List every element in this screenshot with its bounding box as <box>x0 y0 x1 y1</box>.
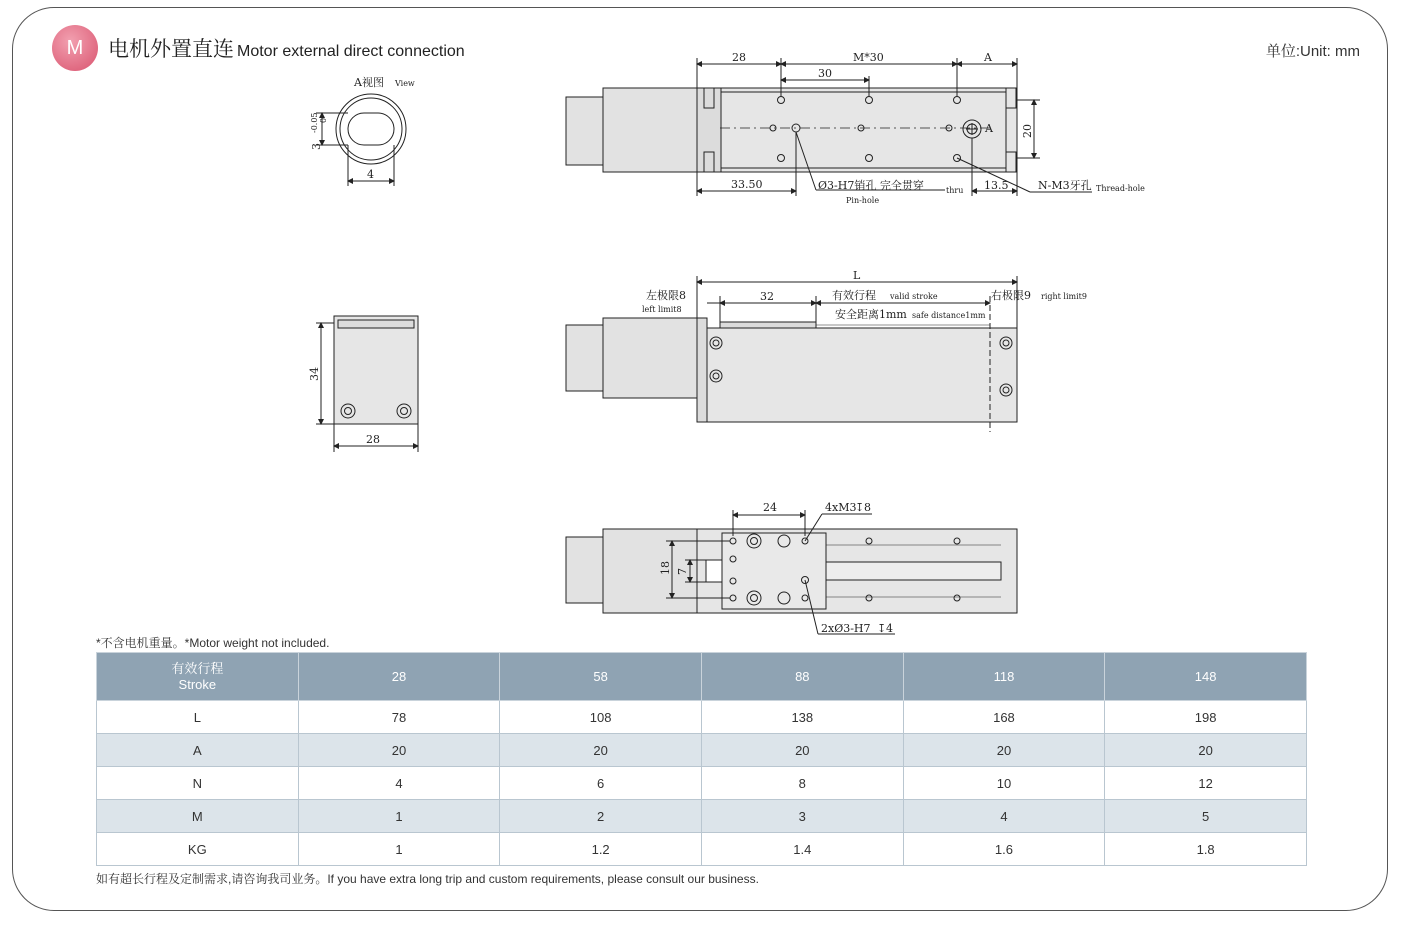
dim-a: A <box>984 51 992 64</box>
footer-note: 如有超长行程及定制需求,请咨询我司业务。If you have extra long trip and custom requirements, please consult our business. <box>96 872 759 886</box>
right-limit-label: 右极限9 <box>991 289 1031 302</box>
table-cell: 168 <box>903 701 1105 734</box>
table-row <box>97 767 1307 800</box>
table-header-cell: 118 <box>903 653 1105 701</box>
left-limit-en: left limit8 <box>642 305 682 314</box>
pin-hole-en: Pin-hole <box>846 196 880 205</box>
section-badge: M <box>52 25 98 71</box>
dim-4xm3-depth: 8 <box>864 501 871 514</box>
dim-28-side: 28 <box>366 433 380 446</box>
table-cell: 2 <box>500 800 702 833</box>
row-label: N <box>97 767 299 800</box>
row-label: M <box>97 800 299 833</box>
table-cell: 3 <box>701 800 903 833</box>
table-cell: 1.4 <box>701 833 903 866</box>
table-cell: 8 <box>701 767 903 800</box>
view-a-tolerance-2: 0 <box>319 117 328 123</box>
table-cell: 138 <box>701 701 903 734</box>
view-a-dim-height: 3 <box>310 143 323 150</box>
thread-hole-en: Thread-hole <box>1096 184 1145 193</box>
table-cell: 5 <box>1105 800 1307 833</box>
table-cell: 198 <box>1105 701 1307 734</box>
table-cell: 1.2 <box>500 833 702 866</box>
pin-hole-thru: thru <box>946 186 964 195</box>
dim-32: 32 <box>760 290 774 303</box>
valid-stroke-en: valid stroke <box>890 292 938 301</box>
table-cell: 6 <box>500 767 702 800</box>
table-cell: 20 <box>903 734 1105 767</box>
dim-13-5: 13.5 <box>984 179 1009 192</box>
table-cell: 20 <box>1105 734 1307 767</box>
table-cell: 4 <box>903 800 1105 833</box>
bottom-view <box>566 510 1017 634</box>
table-cell: 20 <box>701 734 903 767</box>
table-row <box>97 701 1307 734</box>
view-a-tolerance: -0.05 <box>310 112 319 133</box>
row-label: A <box>97 734 299 767</box>
view-a-title: A视图 <box>354 76 384 89</box>
table-cell: 12 <box>1105 767 1307 800</box>
pin-hole-label: Ø3-H7销孔 完全贯穿 <box>818 179 924 192</box>
dim-30: 30 <box>818 67 832 80</box>
dim-2x-pin: 2xØ3-H7 <box>821 622 871 635</box>
dim-20: 20 <box>1021 124 1034 138</box>
table-cell: 10 <box>903 767 1105 800</box>
right-limit-en: right limit9 <box>1041 292 1087 301</box>
header-stroke-en: Stroke <box>178 676 217 692</box>
dim-7: 7 <box>676 568 689 575</box>
valid-stroke-label: 有效行程 <box>832 289 876 302</box>
side-view <box>316 316 418 452</box>
dim-2x-depth-icon: ↧ <box>877 622 887 635</box>
dim-28-top: 28 <box>732 51 746 64</box>
dim-4xm3-depth-icon: ↧ <box>855 501 865 514</box>
table-row <box>97 734 1307 767</box>
table-cell: 108 <box>500 701 702 734</box>
table-row <box>97 833 1307 866</box>
row-label: L <box>97 701 299 734</box>
row-label: KG <box>97 833 299 866</box>
table-header-cell: 148 <box>1105 653 1307 701</box>
safe-distance-en: safe distance1mm <box>912 311 986 320</box>
table-header-cell: 58 <box>500 653 702 701</box>
title-cn: 电机外置直连 <box>108 38 234 61</box>
label-a: A <box>985 122 993 135</box>
dim-2x-depth: 4 <box>886 622 893 635</box>
table-header-stroke <box>97 653 299 701</box>
table-header-row <box>97 653 1307 701</box>
spec-table <box>96 652 1307 866</box>
table-cell: 1 <box>298 800 500 833</box>
left-limit-label: 左极限8 <box>646 289 686 302</box>
view-a-dim-width: 4 <box>367 168 374 181</box>
unit-label: 单位:Unit: mm <box>1265 43 1360 60</box>
view-a <box>316 94 406 186</box>
table-row <box>97 800 1307 833</box>
dim-l: L <box>853 269 861 282</box>
table-cell: 20 <box>500 734 702 767</box>
dim-18: 18 <box>659 561 672 575</box>
table-cell: 1.6 <box>903 833 1105 866</box>
table-cell: 1.8 <box>1105 833 1307 866</box>
table-cell: 20 <box>298 734 500 767</box>
table-cell: 1 <box>298 833 500 866</box>
dim-33-50: 33.50 <box>731 178 763 191</box>
front-view <box>566 276 1017 432</box>
table-cell: 4 <box>298 767 500 800</box>
title-en: Motor external direct connection <box>237 43 465 60</box>
table-header-cell: 88 <box>701 653 903 701</box>
weight-note: *不含电机重量。*Motor weight not included. <box>96 636 330 650</box>
view-a-title-en: View <box>395 79 415 88</box>
dim-m30: M*30 <box>853 51 884 64</box>
table-cell: 78 <box>298 701 500 734</box>
header-stroke-cn: 有效行程 <box>171 660 224 676</box>
dim-34: 34 <box>308 367 321 381</box>
dim-24: 24 <box>763 501 777 514</box>
thread-hole-label: N-M3牙孔 <box>1038 179 1092 192</box>
safe-distance-label: 安全距离1mm <box>835 308 907 321</box>
dim-4xm3: 4xM3 <box>825 501 857 514</box>
table-header-cell: 28 <box>298 653 500 701</box>
